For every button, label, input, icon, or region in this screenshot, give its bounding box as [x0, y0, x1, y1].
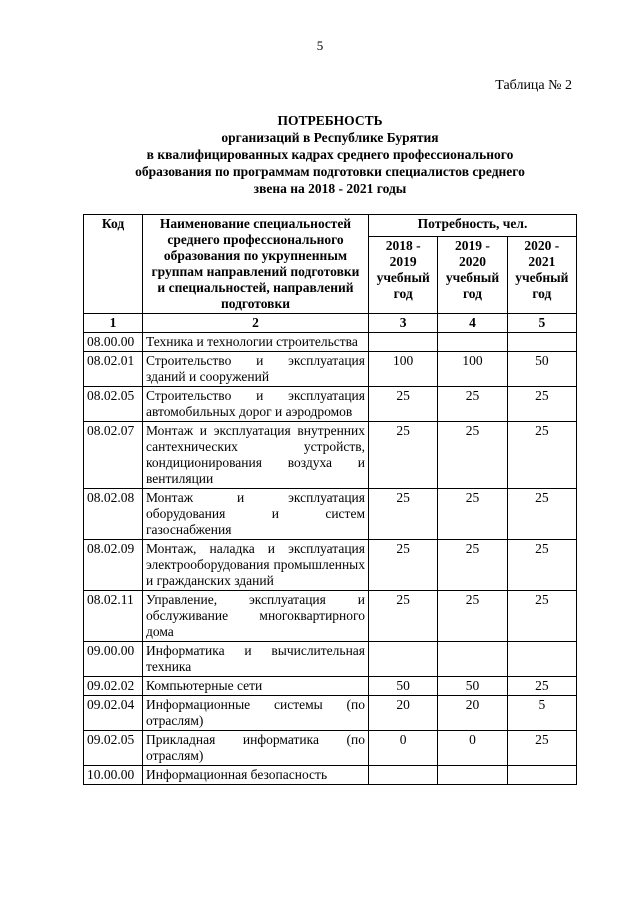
table-row [84, 642, 577, 677]
row-value-2019: 25 [438, 489, 507, 540]
table-row [84, 333, 577, 352]
title-line: образования по программам подготовки специалистов среднего [135, 164, 525, 179]
table-row [84, 540, 577, 591]
row-code: 09.02.02 [84, 677, 143, 696]
column-number: 1 [84, 314, 143, 333]
table-row [84, 591, 577, 642]
row-name: Прикладная информатика (по отраслям) [143, 731, 369, 766]
row-value-2019: 20 [438, 696, 507, 731]
row-value-2020: 25 [507, 540, 576, 591]
row-value-2018: 25 [369, 387, 438, 422]
row-name: Информатика и вычислительная техника [143, 642, 369, 677]
row-name: Управление, эксплуатация и обслуживание многоквартирного дома [143, 591, 369, 642]
row-name: Монтаж и эксплуатация внутренних сантехнических устройств, кондиционирования воздуха и вентиляции [143, 422, 369, 489]
row-name: Монтаж, наладка и эксплуатация электрооборудования промышленных и гражданских зданий [143, 540, 369, 591]
row-name: Информационная безопасность [143, 766, 369, 785]
row-value-2020: 5 [507, 696, 576, 731]
row-value-2020 [507, 642, 576, 677]
title-line: звена на 2018 - 2021 годы [253, 181, 407, 196]
header-need: Потребность, чел. [369, 215, 577, 237]
row-code: 08.02.08 [84, 489, 143, 540]
row-value-2020: 25 [507, 489, 576, 540]
title-line: ПОТРЕБНОСТЬ [277, 113, 383, 128]
row-value-2020: 25 [507, 422, 576, 489]
table-row [84, 766, 577, 785]
row-value-2020: 25 [507, 387, 576, 422]
row-code: 08.02.09 [84, 540, 143, 591]
row-value-2019: 50 [438, 677, 507, 696]
row-code: 09.02.05 [84, 731, 143, 766]
table-row [84, 422, 577, 489]
row-value-2018: 25 [369, 489, 438, 540]
row-value-2019 [438, 333, 507, 352]
table-row [84, 489, 577, 540]
row-value-2019: 25 [438, 591, 507, 642]
row-code: 08.00.00 [84, 333, 143, 352]
title-line: в квалифицированных кадрах среднего профессионального [146, 147, 514, 162]
row-value-2018: 25 [369, 540, 438, 591]
table-row [84, 731, 577, 766]
row-code: 10.00.00 [84, 766, 143, 785]
row-value-2018: 20 [369, 696, 438, 731]
row-name: Техника и технологии строительства [143, 333, 369, 352]
row-code: 08.02.11 [84, 591, 143, 642]
page-number: 5 [316, 38, 324, 53]
row-value-2018 [369, 642, 438, 677]
title-line: организаций в Республике Бурятия [221, 130, 439, 145]
row-code: 09.00.00 [84, 642, 143, 677]
column-number: 5 [507, 314, 576, 333]
row-value-2020: 25 [507, 731, 576, 766]
row-value-2020: 50 [507, 352, 576, 387]
row-value-2020: 25 [507, 677, 576, 696]
row-name: Строительство и эксплуатация автомобильных дорог и аэродромов [143, 387, 369, 422]
row-code: 08.02.01 [84, 352, 143, 387]
document-title [80, 112, 580, 197]
row-value-2019: 25 [438, 387, 507, 422]
table-row [84, 677, 577, 696]
row-value-2020 [507, 333, 576, 352]
column-number: 4 [438, 314, 507, 333]
header-code: Код [84, 215, 143, 314]
row-value-2018 [369, 766, 438, 785]
table-row [84, 696, 577, 731]
column-number: 3 [369, 314, 438, 333]
row-value-2018: 25 [369, 591, 438, 642]
table-label: Таблица № 2 [495, 78, 572, 93]
row-code: 09.02.04 [84, 696, 143, 731]
table-row [84, 387, 577, 422]
row-code: 08.02.05 [84, 387, 143, 422]
demand-table [83, 214, 577, 785]
row-value-2019 [438, 642, 507, 677]
row-value-2019: 25 [438, 422, 507, 489]
row-code: 08.02.07 [84, 422, 143, 489]
row-value-2019: 0 [438, 731, 507, 766]
header-year: 2020 - 2021 учебный год [507, 236, 576, 313]
row-value-2018: 25 [369, 422, 438, 489]
row-value-2020 [507, 766, 576, 785]
header-name: Наименование специальностей среднего профессионального образования по укрупненным группам направлений подготовки и специальностей, направлений подготовки [143, 215, 369, 314]
row-value-2018: 50 [369, 677, 438, 696]
row-name: Строительство и эксплуатация зданий и сооружений [143, 352, 369, 387]
header-year: 2018 - 2019 учебный год [369, 236, 438, 313]
row-value-2019: 25 [438, 540, 507, 591]
header-year: 2019 - 2020 учебный год [438, 236, 507, 313]
row-value-2020: 25 [507, 591, 576, 642]
row-name: Монтаж и эксплуатация оборудования и систем газоснабжения [143, 489, 369, 540]
row-value-2018 [369, 333, 438, 352]
row-name: Компьютерные сети [143, 677, 369, 696]
row-value-2018: 100 [369, 352, 438, 387]
row-name: Информационные системы (по отраслям) [143, 696, 369, 731]
table-row [84, 352, 577, 387]
column-number: 2 [143, 314, 369, 333]
row-value-2019: 100 [438, 352, 507, 387]
row-value-2018: 0 [369, 731, 438, 766]
row-value-2019 [438, 766, 507, 785]
